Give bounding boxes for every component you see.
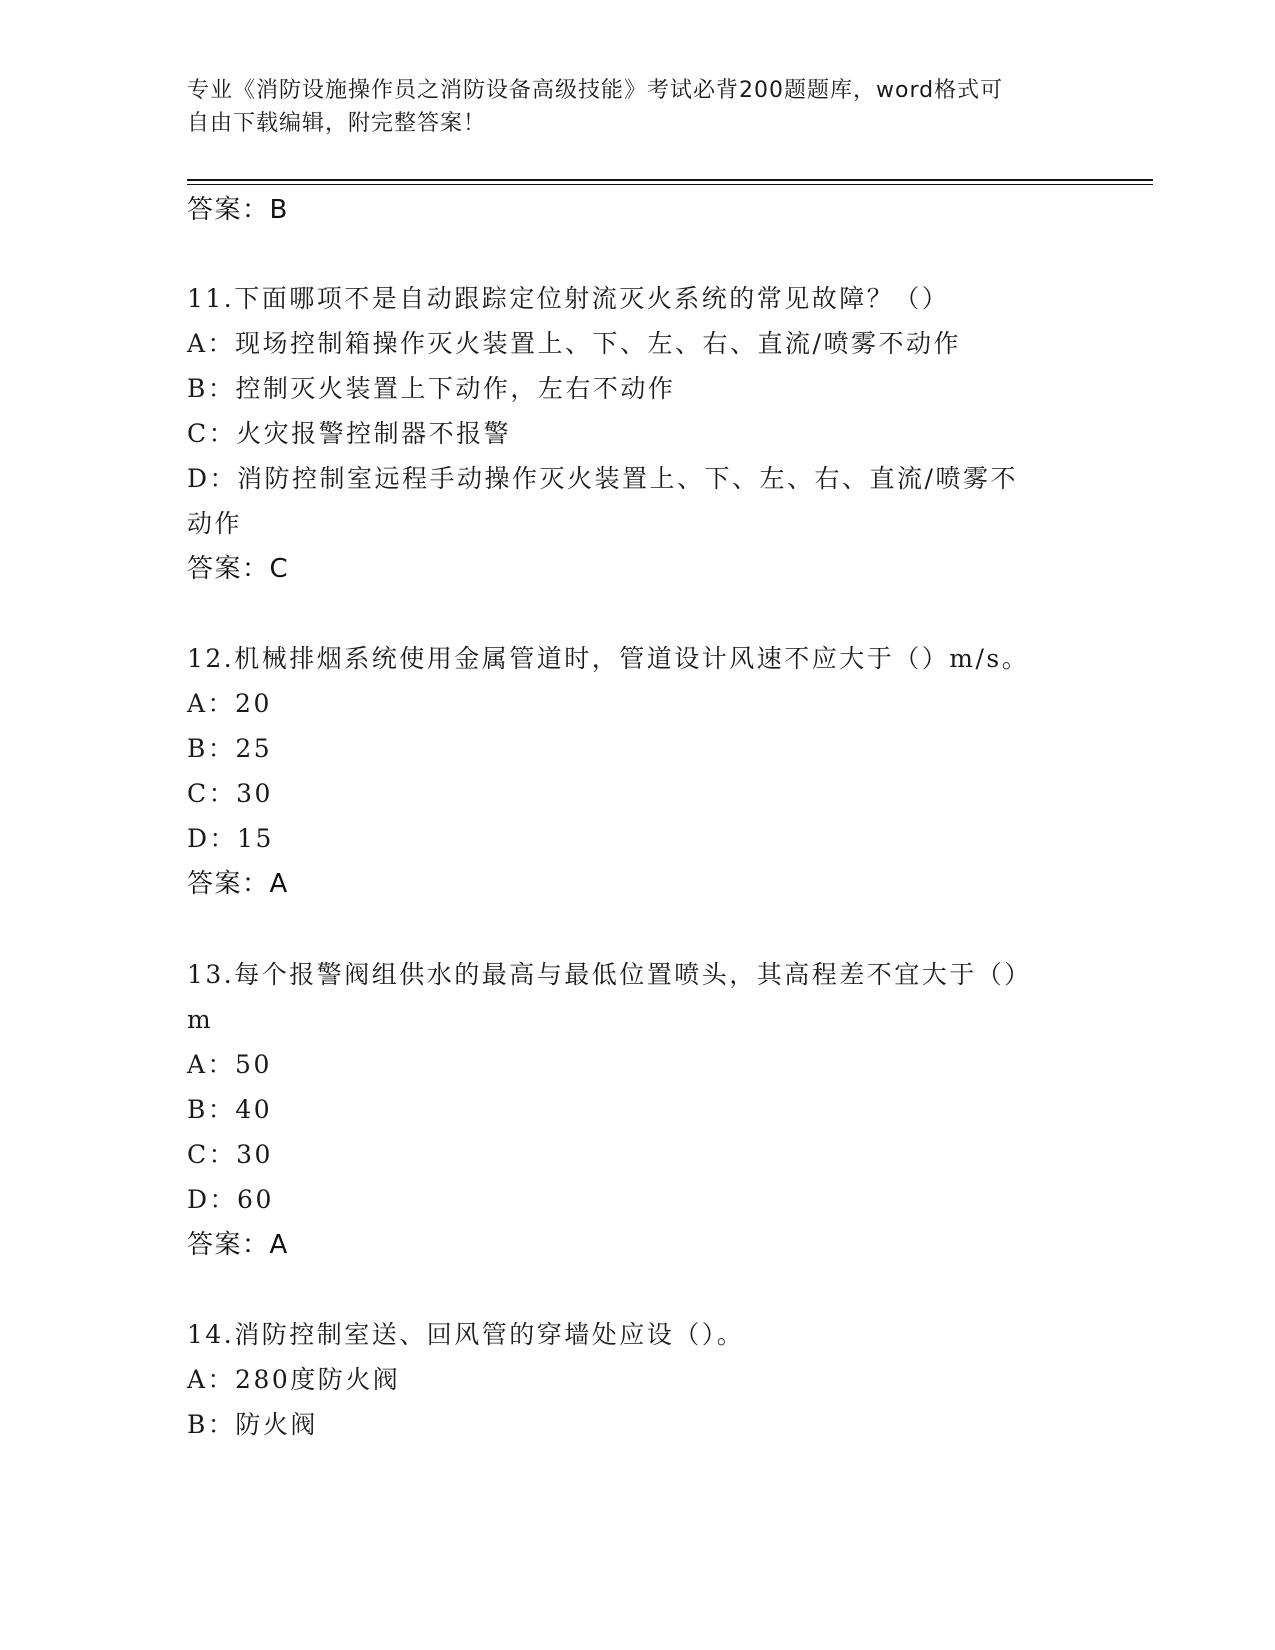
question-stem: 12.机械排烟系统使用金属管道时，管道设计风速不应大于（）m/s。 (187, 644, 1030, 673)
option-b: B：控制灭火装置上下动作，左右不动作 (187, 374, 676, 403)
option-c: C：30 (187, 779, 273, 808)
option-a: A：50 (187, 1050, 272, 1079)
option-a: A：20 (187, 689, 272, 718)
question-stem-continued: m (187, 1005, 214, 1034)
option-b: B：防火阀 (187, 1410, 318, 1439)
header-divider-thin (187, 184, 1153, 185)
answer-label: 答案：C (187, 554, 290, 584)
option-d: D：60 (187, 1185, 274, 1214)
answer-label: 答案：A (187, 869, 289, 899)
question-stem: 14.消防控制室送、回风管的穿墙处应设（）。 (187, 1320, 745, 1349)
option-b: B：40 (187, 1095, 273, 1124)
option-d: D：15 (187, 824, 274, 853)
option-d-continued: 动作 (187, 509, 243, 538)
option-a: A：280度防火阀 (187, 1365, 401, 1394)
option-c: C：火灾报警控制器不报警 (187, 419, 512, 448)
option-d: D：消防控制室远程手动操作灭火装置上、下、左、右、直流/喷雾不 (187, 464, 1018, 493)
header-line-1: 专业《消防设施操作员之消防设备高级技能》考试必背200题题库，word格式可 (187, 78, 1004, 103)
answer-label: 答案：A (187, 1230, 289, 1260)
option-c: C：30 (187, 1140, 273, 1169)
question-stem: 13.每个报警阀组供水的最高与最低位置喷头，其高程差不宜大于（） (187, 960, 1032, 989)
option-a: A：现场控制箱操作灭火装置上、下、左、右、直流/喷雾不动作 (187, 329, 961, 358)
answer-label: 答案：B (187, 195, 289, 225)
header-line-2: 自由下载编辑，附完整答案！ (187, 111, 487, 136)
option-b: B：25 (187, 734, 273, 763)
header-divider-thick (187, 179, 1153, 181)
question-stem: 11.下面哪项不是自动跟踪定位射流灭火系统的常见故障？（） (187, 284, 950, 313)
document-header (187, 74, 1067, 140)
